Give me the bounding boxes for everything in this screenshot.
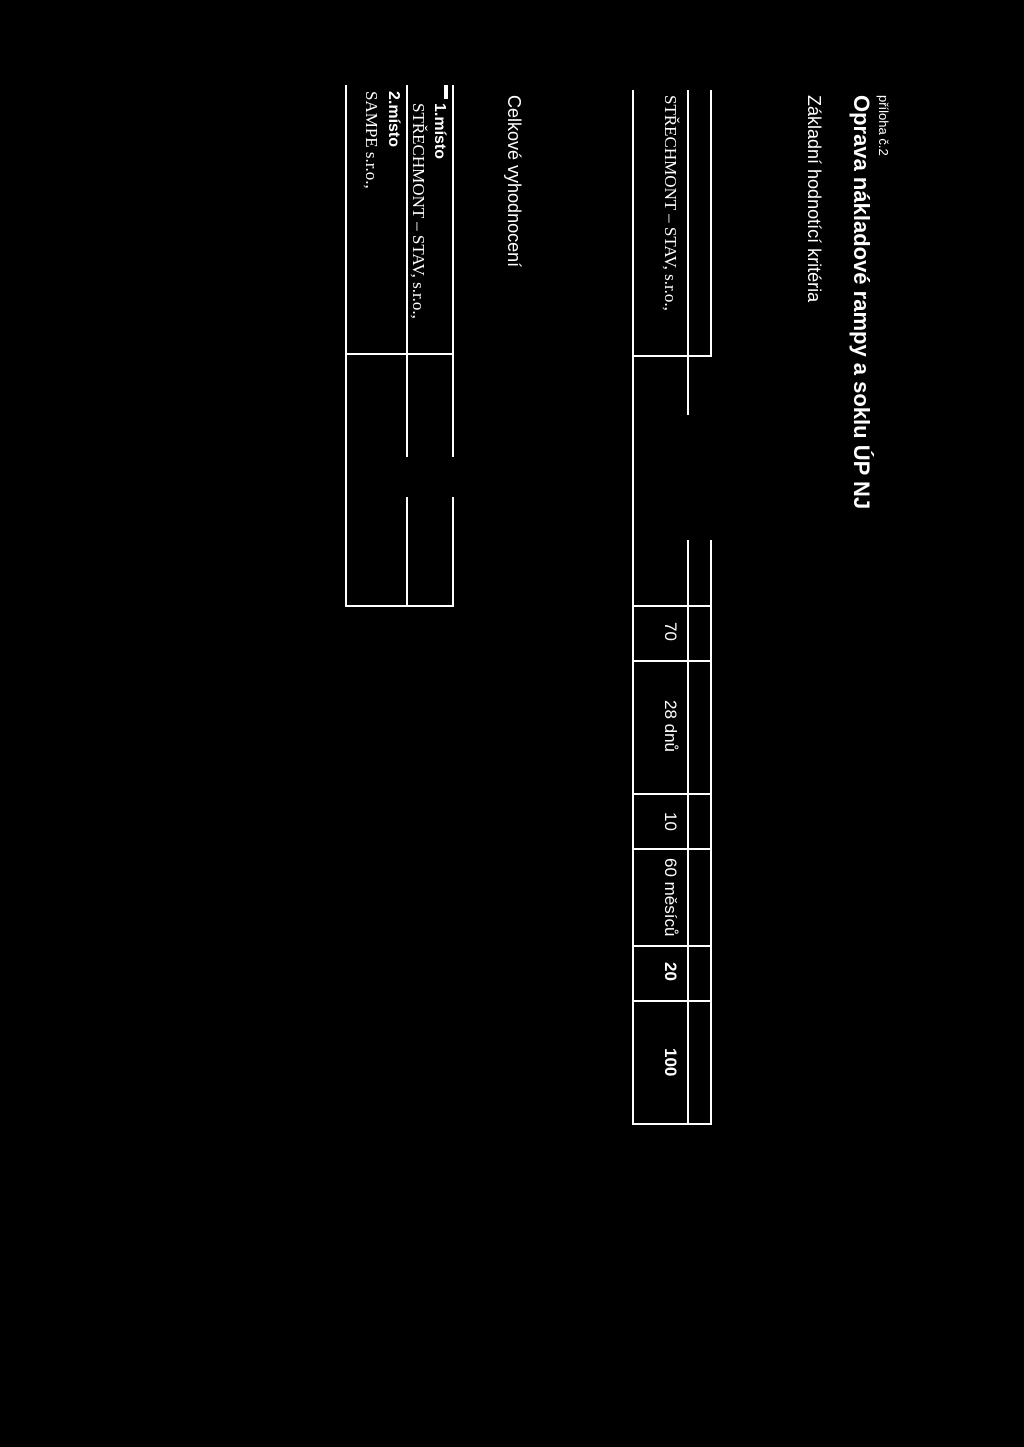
page-subtitle: Základní hodnotící kritéria <box>804 95 824 303</box>
page-title: Oprava nákladové rampy a soklu ÚP NJ <box>849 95 874 510</box>
rank1-label: 1.místo <box>431 103 448 160</box>
criteria-warranty: 60 měsíců <box>661 858 680 937</box>
rank2-label: 2.místo <box>385 91 402 148</box>
criteria-term: 28 dnů <box>661 700 680 752</box>
rank2-company: SAMPE s.r.o., <box>362 91 381 189</box>
criteria-total: 100 <box>661 1048 680 1077</box>
criteria-weight-term: 10 <box>661 812 680 831</box>
overall-heading: Celkové vyhodnocení <box>504 95 524 268</box>
criteria-weight-warranty: 20 <box>661 962 680 981</box>
annex-label: příloha č.2 <box>876 95 891 156</box>
rank1-company: STŘECHMONT – STAV, s.r.o., <box>409 103 428 319</box>
criteria-company: STŘECHMONT – STAV, s.r.o., <box>661 95 680 311</box>
criteria-weight-price: 70 <box>661 622 680 641</box>
